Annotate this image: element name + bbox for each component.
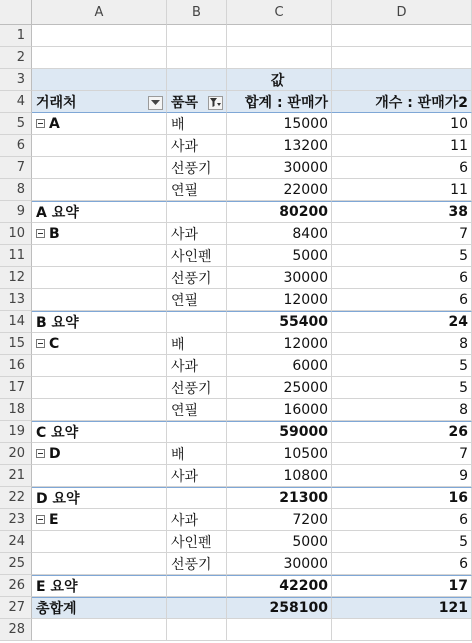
column-header-d[interactable]: D (332, 0, 472, 25)
row-header[interactable]: 5 (0, 113, 32, 135)
count-value: 5 (459, 247, 468, 264)
cell-d[interactable] (332, 377, 472, 399)
cell-a[interactable] (32, 443, 167, 465)
cell-a[interactable] (32, 553, 167, 575)
sheet-row (0, 531, 472, 553)
count-header: 개수 : 판매가2 (375, 94, 468, 111)
sheet-row (0, 575, 472, 597)
cell-a[interactable] (32, 135, 167, 157)
row-header[interactable]: 8 (0, 179, 32, 201)
count-value: 6 (459, 159, 468, 176)
sheet-row (0, 465, 472, 487)
row-header[interactable]: 26 (0, 575, 32, 597)
item-name: 사과 (171, 358, 199, 375)
row-header[interactable]: 16 (0, 355, 32, 377)
cell-b[interactable] (167, 575, 227, 597)
grand-total-sum: 258100 (269, 600, 328, 616)
cell-a[interactable] (32, 531, 167, 553)
vendor-name: E (49, 511, 59, 528)
cell-c[interactable] (227, 135, 332, 157)
cell-c[interactable] (227, 267, 332, 289)
item-name: 선풍기 (171, 160, 212, 177)
cell-d[interactable] (332, 47, 472, 69)
cell-c[interactable] (227, 487, 332, 509)
count-value: 6 (459, 291, 468, 308)
count-value: 8 (459, 401, 468, 418)
count-value: 5 (459, 357, 468, 374)
cell-a[interactable] (32, 399, 167, 421)
values-caption: 값 (270, 72, 285, 89)
cell-d[interactable] (332, 157, 472, 179)
cell-b[interactable] (167, 289, 227, 311)
cell-b[interactable] (167, 487, 227, 509)
count-value: 5 (459, 533, 468, 550)
filter-icon (210, 98, 221, 108)
sheet-row (0, 553, 472, 575)
column-header-row (0, 0, 472, 25)
count-value: 6 (459, 555, 468, 572)
cell-a[interactable] (32, 47, 167, 69)
sheet-row (0, 619, 472, 641)
row-header[interactable]: 12 (0, 267, 32, 289)
cell-c[interactable] (227, 355, 332, 377)
item-name: 사과 (171, 512, 199, 529)
cell-a[interactable] (32, 157, 167, 179)
cell-c[interactable] (227, 465, 332, 487)
item-name: 배 (171, 336, 185, 353)
subtotal-label: E 요약 (36, 579, 78, 595)
column-header-a[interactable]: A (32, 0, 167, 25)
count-value: 6 (459, 269, 468, 286)
cell-d[interactable] (332, 443, 472, 465)
cell-b[interactable] (167, 267, 227, 289)
collapse-icon[interactable] (36, 339, 45, 348)
cell-a[interactable] (32, 575, 167, 597)
cell-c[interactable] (227, 289, 332, 311)
cell-a[interactable] (32, 289, 167, 311)
subtotal-sum: 21300 (279, 490, 328, 506)
row-header[interactable]: 25 (0, 553, 32, 575)
subtotal-count: 17 (448, 578, 468, 594)
cell-b[interactable] (167, 531, 227, 553)
cell-b[interactable] (167, 597, 227, 619)
row-header[interactable]: 7 (0, 157, 32, 179)
sum-value: 13200 (283, 137, 328, 154)
count-value: 7 (459, 445, 468, 462)
row-header[interactable]: 4 (0, 91, 32, 113)
count-value: 9 (459, 467, 468, 484)
cell-c[interactable] (227, 509, 332, 531)
cell-a[interactable] (32, 201, 167, 223)
sum-value: 15000 (283, 115, 328, 132)
row-header[interactable]: 11 (0, 245, 32, 267)
row-header[interactable]: 13 (0, 289, 32, 311)
sheet-row (0, 267, 472, 289)
item-name: 선풍기 (171, 380, 212, 397)
subtotal-label: C 요약 (36, 425, 79, 441)
sheet-row (0, 113, 472, 135)
sum-value: 10500 (283, 445, 328, 462)
cell-a[interactable] (32, 179, 167, 201)
cell-c[interactable] (227, 553, 332, 575)
count-value: 10 (450, 115, 468, 132)
cell-d[interactable] (332, 487, 472, 509)
item-name: 사과 (171, 226, 199, 243)
count-value: 7 (459, 225, 468, 242)
row-header[interactable]: 27 (0, 597, 32, 619)
cell-b[interactable] (167, 69, 227, 91)
grand-total-label: 총합계 (36, 601, 77, 617)
sheet-row (0, 91, 472, 113)
row-header[interactable]: 3 (0, 69, 32, 91)
sum-value: 5000 (292, 533, 328, 550)
count-value: 8 (459, 335, 468, 352)
cell-b[interactable] (167, 443, 227, 465)
cell-c[interactable] (227, 531, 332, 553)
count-value: 5 (459, 379, 468, 396)
cell-c[interactable] (227, 113, 332, 135)
cell-a[interactable] (32, 619, 167, 641)
row-header[interactable]: 17 (0, 377, 32, 399)
cell-a[interactable] (32, 223, 167, 245)
row-header[interactable]: 19 (0, 421, 32, 443)
cell-c[interactable] (227, 201, 332, 223)
item-name: 연필 (171, 182, 199, 199)
count-value: 6 (459, 511, 468, 528)
cell-a[interactable] (32, 487, 167, 509)
cell-a[interactable] (32, 333, 167, 355)
item-name: 연필 (171, 292, 199, 309)
collapse-icon[interactable] (36, 449, 45, 458)
subtotal-sum: 59000 (279, 424, 328, 440)
cell-d[interactable] (332, 619, 472, 641)
cell-c[interactable] (227, 443, 332, 465)
cell-d[interactable] (332, 421, 472, 443)
sheet-row (0, 399, 472, 421)
item-name: 연필 (171, 402, 199, 419)
sum-value: 10800 (283, 467, 328, 484)
sheet-row (0, 377, 472, 399)
sheet-row (0, 443, 472, 465)
sum-header: 합계 : 판매가 (245, 94, 328, 111)
cell-d[interactable] (332, 289, 472, 311)
subtotal-sum: 80200 (279, 204, 328, 220)
cell-d[interactable] (332, 223, 472, 245)
cell-a[interactable] (32, 597, 167, 619)
cell-d[interactable] (332, 553, 472, 575)
cell-c[interactable] (227, 421, 332, 443)
sheet-row (0, 509, 472, 531)
cell-d[interactable] (332, 179, 472, 201)
item-header: 품목 (171, 94, 199, 111)
sum-value: 6000 (292, 357, 328, 374)
vendor-name: C (49, 335, 60, 352)
sheet-row (0, 201, 472, 223)
cell-b[interactable] (167, 311, 227, 333)
subtotal-sum: 55400 (279, 314, 328, 330)
cell-d[interactable] (332, 267, 472, 289)
cell-b[interactable] (167, 377, 227, 399)
cell-a[interactable] (32, 113, 167, 135)
cell-d[interactable] (332, 399, 472, 421)
cell-b[interactable] (167, 333, 227, 355)
cell-a[interactable] (32, 421, 167, 443)
sum-value: 22000 (283, 181, 328, 198)
cell-d[interactable] (332, 69, 472, 91)
sheet-row (0, 25, 472, 47)
sheet-row (0, 47, 472, 69)
cell-d[interactable] (332, 465, 472, 487)
cell-d[interactable] (332, 311, 472, 333)
cell-b[interactable] (167, 355, 227, 377)
vendor-name: D (49, 445, 61, 462)
cell-c[interactable] (227, 311, 332, 333)
row-header[interactable]: 23 (0, 509, 32, 531)
collapse-icon[interactable] (36, 515, 45, 524)
cell-a[interactable] (32, 355, 167, 377)
sheet-row (0, 223, 472, 245)
chevron-down-icon (151, 100, 160, 106)
cell-c[interactable] (227, 619, 332, 641)
cell-c[interactable] (227, 575, 332, 597)
subtotal-label: D 요약 (36, 491, 80, 507)
cell-c[interactable] (227, 69, 332, 91)
cell-c[interactable] (227, 245, 332, 267)
cell-c[interactable] (227, 377, 332, 399)
sum-value: 5000 (292, 247, 328, 264)
cell-b[interactable] (167, 135, 227, 157)
subtotal-count: 16 (448, 490, 468, 506)
item-name: 선풍기 (171, 270, 212, 287)
vendor-filter-dropdown[interactable] (148, 96, 163, 110)
item-name: 사과 (171, 468, 199, 485)
item-name: 사인펜 (171, 248, 212, 265)
row-header[interactable]: 20 (0, 443, 32, 465)
cell-a[interactable] (32, 465, 167, 487)
sheet-row (0, 135, 472, 157)
sheet-row (0, 311, 472, 333)
row-header[interactable]: 22 (0, 487, 32, 509)
sum-value: 30000 (283, 555, 328, 572)
cell-a[interactable] (32, 91, 167, 113)
vendor-name: A (49, 115, 60, 132)
cell-d[interactable] (332, 597, 472, 619)
cell-a[interactable] (32, 509, 167, 531)
sheet-row (0, 289, 472, 311)
sum-value: 16000 (283, 401, 328, 418)
cell-d[interactable] (332, 25, 472, 47)
collapse-icon[interactable] (36, 119, 45, 128)
sheet-row (0, 355, 472, 377)
cell-b[interactable] (167, 421, 227, 443)
row-header[interactable]: 24 (0, 531, 32, 553)
row-header[interactable]: 28 (0, 619, 32, 641)
vendor-name: B (49, 225, 60, 242)
subtotal-count: 26 (448, 424, 468, 440)
row-header[interactable]: 6 (0, 135, 32, 157)
cell-b[interactable] (167, 25, 227, 47)
item-name: 선풍기 (171, 556, 212, 573)
cell-b[interactable] (167, 465, 227, 487)
cell-b[interactable] (167, 399, 227, 421)
row-header[interactable]: 21 (0, 465, 32, 487)
cell-d[interactable] (332, 575, 472, 597)
cell-b[interactable] (167, 509, 227, 531)
subtotal-sum: 42200 (279, 578, 328, 594)
sum-value: 30000 (283, 269, 328, 286)
sheet-row (0, 487, 472, 509)
item-filter-dropdown[interactable] (208, 96, 223, 110)
cell-d[interactable] (332, 113, 472, 135)
row-header[interactable]: 14 (0, 311, 32, 333)
select-all-corner[interactable] (0, 0, 32, 25)
cell-d[interactable] (332, 531, 472, 553)
sum-value: 25000 (283, 379, 328, 396)
collapse-icon[interactable] (36, 229, 45, 238)
sheet-row (0, 245, 472, 267)
grand-total-count: 121 (438, 600, 468, 616)
cell-c[interactable] (227, 157, 332, 179)
item-name: 배 (171, 446, 185, 463)
sum-value: 12000 (283, 335, 328, 352)
count-value: 11 (450, 137, 468, 154)
cell-c[interactable] (227, 223, 332, 245)
cell-b[interactable] (167, 619, 227, 641)
sheet-row (0, 421, 472, 443)
sheet-row (0, 179, 472, 201)
sheet-row (0, 157, 472, 179)
row-header[interactable]: 10 (0, 223, 32, 245)
row-header[interactable]: 18 (0, 399, 32, 421)
cell-a[interactable] (32, 69, 167, 91)
cell-c[interactable] (227, 179, 332, 201)
cell-d[interactable] (332, 509, 472, 531)
sheet-row (0, 597, 472, 619)
subtotal-label: B 요약 (36, 315, 79, 331)
column-header-c[interactable]: C (227, 0, 332, 25)
sheet-row (0, 333, 472, 355)
item-name: 배 (171, 116, 185, 133)
cell-a[interactable] (32, 245, 167, 267)
cell-b[interactable] (167, 91, 227, 113)
cell-b[interactable] (167, 113, 227, 135)
sum-value: 12000 (283, 291, 328, 308)
cell-d[interactable] (332, 201, 472, 223)
cell-a[interactable] (32, 267, 167, 289)
row-header[interactable]: 9 (0, 201, 32, 223)
sum-value: 30000 (283, 159, 328, 176)
cell-c[interactable] (227, 47, 332, 69)
cell-b[interactable] (167, 223, 227, 245)
cell-c[interactable] (227, 25, 332, 47)
vendor-header: 거래처 (36, 94, 77, 111)
subtotal-label: A 요약 (36, 205, 79, 221)
cell-b[interactable] (167, 47, 227, 69)
row-header[interactable]: 1 (0, 25, 32, 47)
sum-value: 8400 (292, 225, 328, 242)
cell-c[interactable] (227, 597, 332, 619)
row-header[interactable]: 2 (0, 47, 32, 69)
cell-c[interactable] (227, 91, 332, 113)
sum-value: 7200 (292, 511, 328, 528)
cell-b[interactable] (167, 245, 227, 267)
cell-d[interactable] (332, 135, 472, 157)
cell-a[interactable] (32, 311, 167, 333)
item-name: 사인펜 (171, 534, 212, 551)
cell-d[interactable] (332, 333, 472, 355)
cell-d[interactable] (332, 91, 472, 113)
subtotal-count: 24 (448, 314, 468, 330)
row-header[interactable]: 15 (0, 333, 32, 355)
sheet-row (0, 69, 472, 91)
cell-c[interactable] (227, 333, 332, 355)
cell-b[interactable] (167, 179, 227, 201)
cell-a[interactable] (32, 25, 167, 47)
cell-d[interactable] (332, 245, 472, 267)
cell-a[interactable] (32, 377, 167, 399)
cell-c[interactable] (227, 399, 332, 421)
item-name: 사과 (171, 138, 199, 155)
subtotal-count: 38 (448, 204, 468, 220)
cell-b[interactable] (167, 201, 227, 223)
count-value: 11 (450, 181, 468, 198)
column-header-b[interactable]: B (167, 0, 227, 25)
cell-b[interactable] (167, 157, 227, 179)
cell-b[interactable] (167, 553, 227, 575)
cell-d[interactable] (332, 355, 472, 377)
